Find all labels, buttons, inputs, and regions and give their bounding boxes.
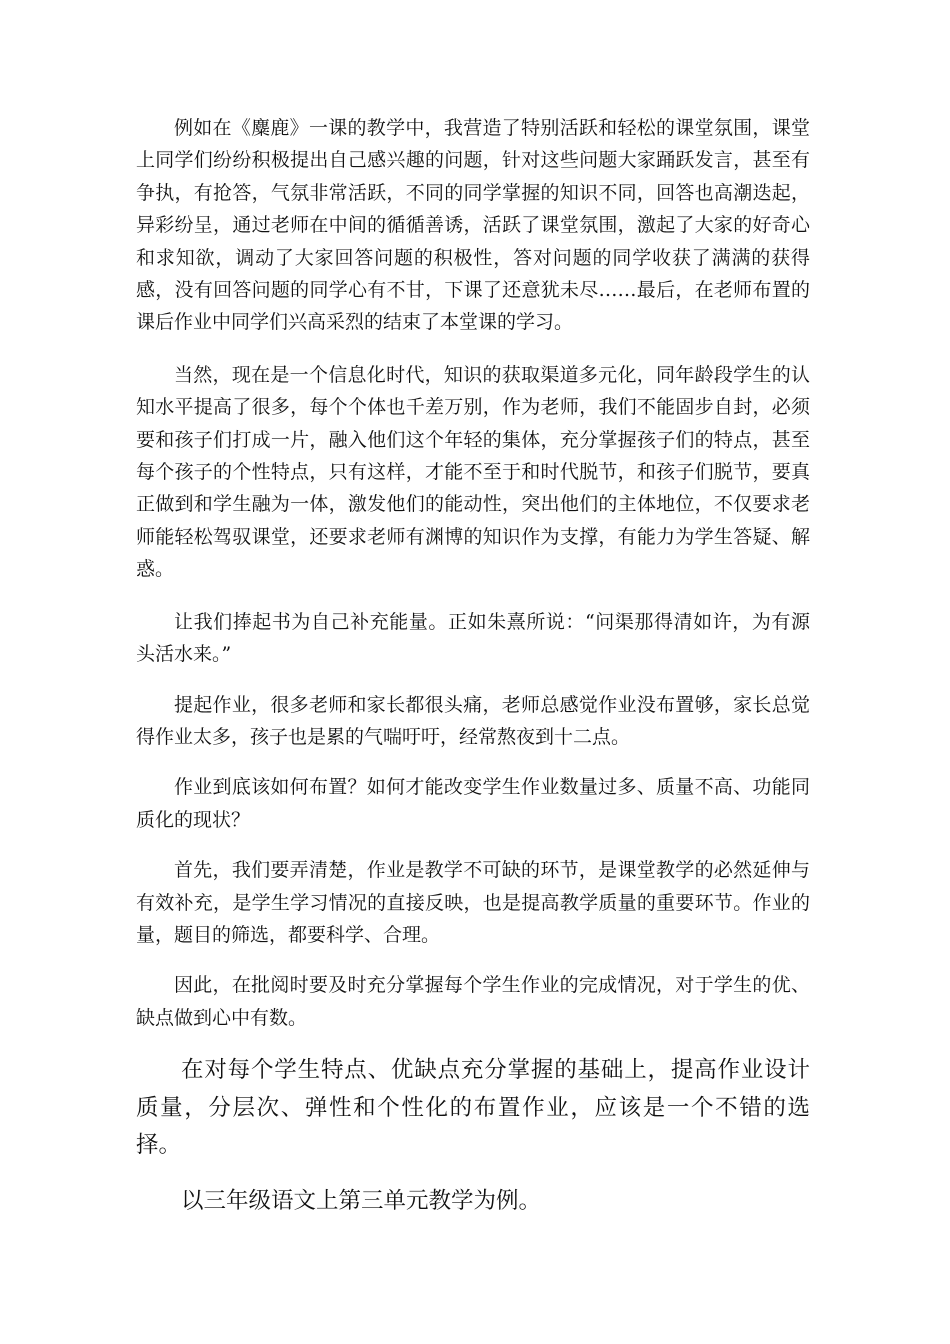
paragraph-milu-lesson: 例如在《麋鹿》一课的教学中，我营造了特别活跃和轻松的课堂氛围，课堂上同学们纷纷积极提出自己感兴趣的问题，针对这些问题大家踊跃发言，甚至有争执，有抢答，气氛非常活跃，不同的同学掌握的知识不同，回答也高潮迭起，异彩纷呈，通过老师在中间的循循善诱，活跃了课堂氛围，激起了大家的好奇心和求知欲，调动了大家回答问题的积极性，答对问题的同学收获了满满的获得感，没有回答问题的同学心有不甘，下课了还意犹未尽……最后，在老师布置的课后作业中同学们兴高采烈的结束了本堂课的学习。: [136, 117, 810, 334]
paragraph-zhu-xi-quote: 让我们捧起书为自己补充能量。正如朱熹所说：“问渠那得清如许，为有源头活水来。”: [136, 610, 810, 666]
paragraph-homework-question: 作业到底该如何布置？如何才能改变学生作业数量过多、质量不高、功能同质化的现状？: [136, 776, 810, 831]
paragraph-grading: 因此，在批阅时要及时充分掌握每个学生作业的完成情况，对于学生的优、缺点做到心中有数。: [136, 974, 810, 1029]
document-body: [136, 112, 810, 1220]
paragraph-example-unit: 以三年级语文上第三单元教学为例。: [181, 1187, 542, 1214]
paragraph-information-age: 当然，现在是一个信息化时代，知识的获取渠道多元化，同年龄段学生的认知水平提高了很多，每个个体也千差万别，作为老师，我们不能固步自封，必须要和孩子们打成一片，融入他们这个年轻的集体，充分掌握孩子们的特点，甚至每个孩子的个性特点，只有这样，才能不至于和时代脱节，和孩子们脱节，要真正做到和学生融为一体，激发他们的能动性，突出他们的主体地位，不仅要求老师能轻松驾驭课堂，还要求老师有渊博的知识作为支撑，有能力为学生答疑、解惑。: [136, 363, 810, 581]
paragraph-homework-importance: 首先，我们要弄清楚，作业是教学不可缺的环节，是课堂教学的必然延伸与有效补充，是学生学习情况的直接反映，也是提高教学质量的重要环节。作业的量，题目的筛选，都要科学、合理。: [136, 859, 810, 946]
paragraph-layered-homework: 在对每个学生特点、优缺点充分掌握的基础上，提高作业设计质量，分层次、弹性和个性化的布置作业，应该是一个不错的选择。: [136, 1057, 810, 1159]
paragraph-homework-headache: 提起作业，很多老师和家长都很头痛，老师总感觉作业没布置够，家长总觉得作业太多，孩子也是累的气喘吁吁，经常熬夜到十二点。: [136, 693, 810, 748]
